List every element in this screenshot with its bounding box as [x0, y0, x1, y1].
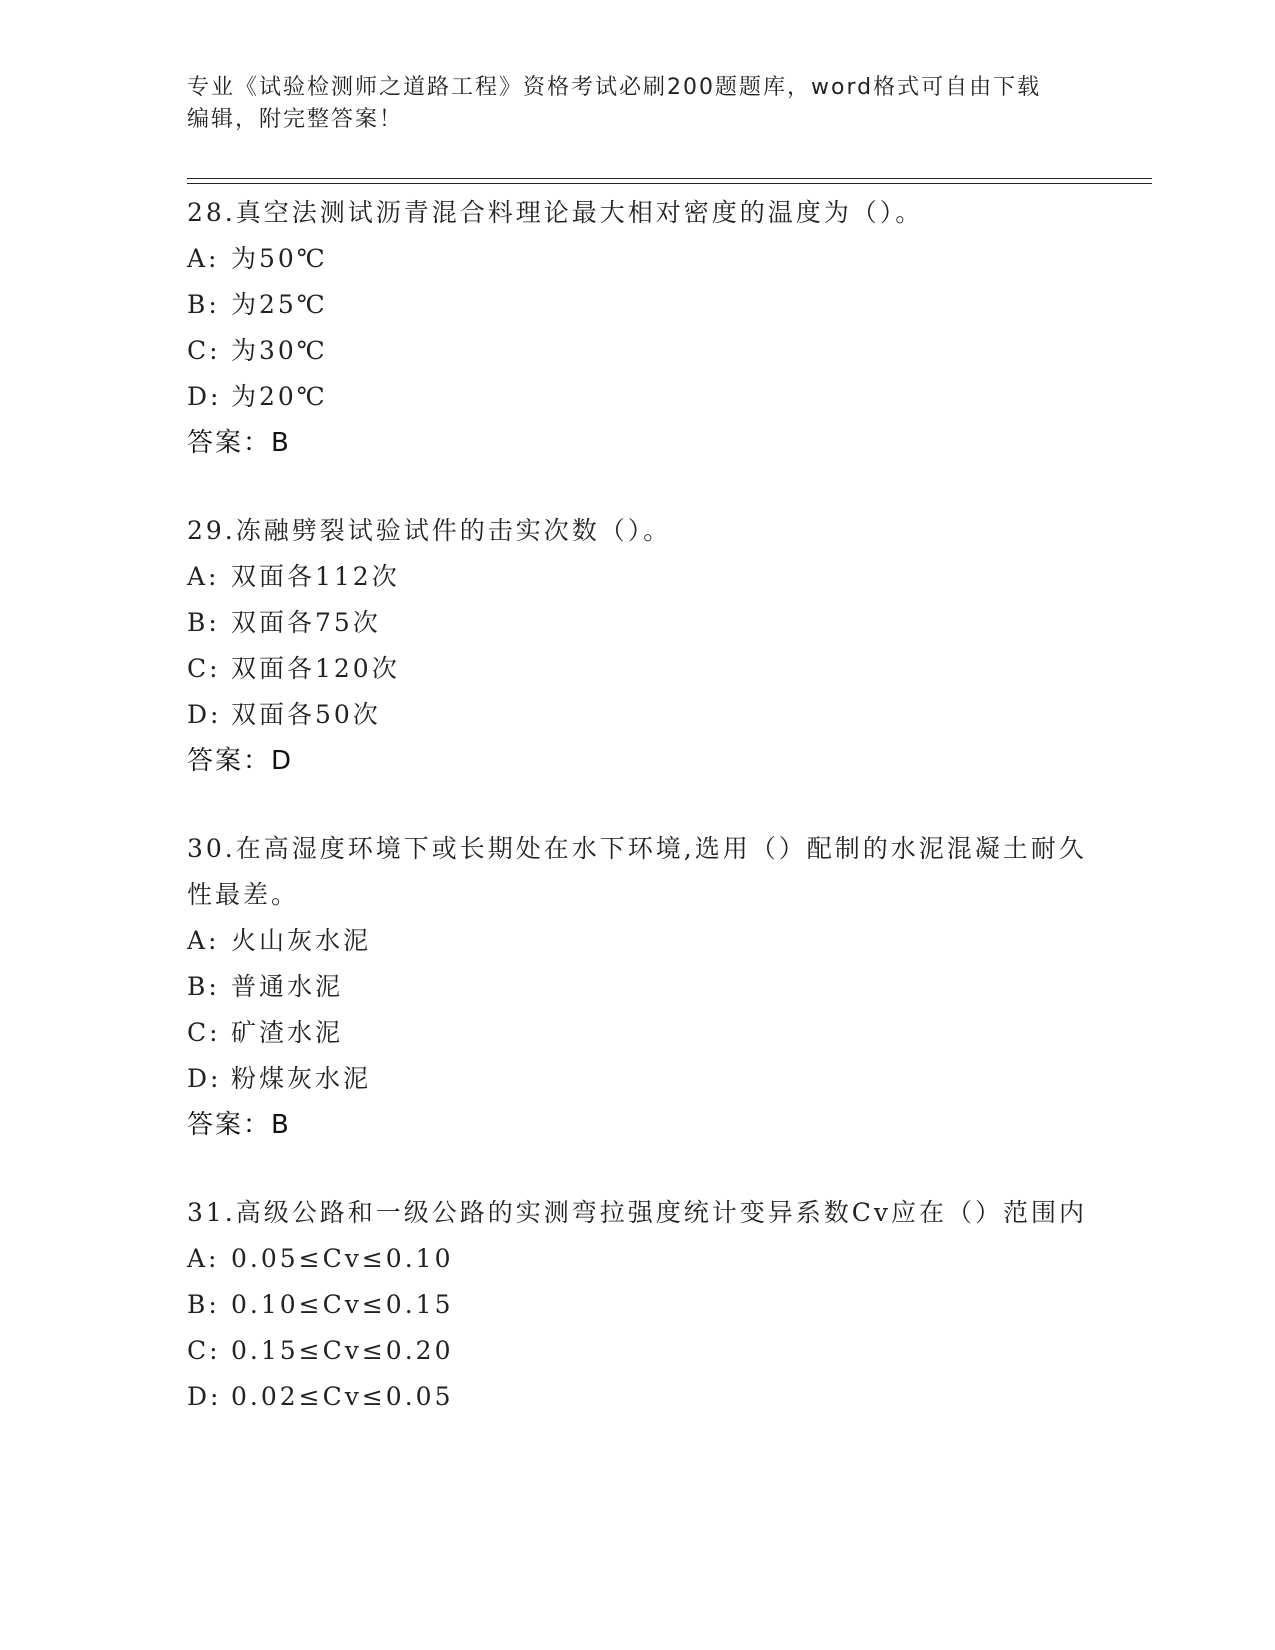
option-a: [187, 1236, 1087, 1282]
option-text: 粉煤灰水泥: [231, 1064, 372, 1093]
option-text: 双面各112次: [231, 562, 400, 591]
question-30: [187, 826, 1087, 1148]
option-text: 双面各75次: [231, 608, 381, 637]
question-list: [187, 190, 1087, 1462]
option-key: D:: [187, 382, 222, 411]
option-text: 0.10≤Cv≤0.15: [231, 1290, 454, 1319]
option-key: B:: [187, 972, 220, 1001]
question-31: [187, 1190, 1087, 1420]
option-text: 为50℃: [231, 244, 328, 273]
question-stem: 29.冻融劈裂试验试件的击实次数（）。: [187, 516, 672, 545]
header-divider-bottom: [187, 183, 1152, 184]
question-28: [187, 190, 1087, 466]
option-b: [187, 600, 1087, 646]
document-header: [187, 72, 1067, 136]
option-text: 0.15≤Cv≤0.20: [231, 1336, 454, 1365]
option-text: 火山灰水泥: [231, 926, 372, 955]
header-line-1: 专业《试验检测师之道路工程》资格考试必刷200题题库，word格式可自由下载: [187, 75, 1042, 100]
option-key: B:: [187, 290, 220, 319]
option-c: [187, 646, 1087, 692]
option-b: [187, 964, 1087, 1010]
option-text: 为25℃: [231, 290, 328, 319]
question-stem: 30.在高湿度环境下或长期处在水下环境,选用（）配制的水泥混凝土耐久性最差。: [187, 834, 1087, 909]
option-c: [187, 1010, 1087, 1056]
question-stem: 28.真空法测试沥青混合料理论最大相对密度的温度为（）。: [187, 198, 924, 227]
option-d: [187, 1374, 1087, 1420]
option-key: B:: [187, 608, 220, 637]
option-c: [187, 328, 1087, 374]
option-a: [187, 554, 1087, 600]
option-text: 0.02≤Cv≤0.05: [231, 1382, 454, 1411]
option-text: 0.05≤Cv≤0.10: [231, 1244, 454, 1273]
option-text: 为30℃: [231, 336, 328, 365]
option-key: C:: [187, 654, 221, 683]
option-key: A:: [187, 562, 220, 591]
option-text: 普通水泥: [231, 972, 344, 1001]
header-divider-top: [187, 178, 1152, 179]
option-key: C:: [187, 1336, 221, 1365]
question-29: [187, 508, 1087, 784]
option-key: A:: [187, 926, 220, 955]
option-b: [187, 1282, 1087, 1328]
question-stem: 31.高级公路和一级公路的实测弯拉强度统计变异系数Cv应在（）范围内: [187, 1198, 1088, 1227]
option-key: D:: [187, 1382, 222, 1411]
option-text: 双面各50次: [231, 700, 381, 729]
answer-label: 答案：D: [187, 746, 294, 776]
option-text: 为20℃: [231, 382, 328, 411]
option-a: [187, 236, 1087, 282]
option-d: [187, 1056, 1087, 1102]
option-b: [187, 282, 1087, 328]
answer-label: 答案：B: [187, 428, 291, 458]
option-key: A:: [187, 244, 220, 273]
option-key: D:: [187, 700, 222, 729]
option-c: [187, 1328, 1087, 1374]
header-line-2: 编辑，附完整答案！: [187, 107, 404, 132]
option-text: 双面各120次: [231, 654, 400, 683]
option-key: C:: [187, 1018, 221, 1047]
answer-label: 答案：B: [187, 1110, 291, 1140]
option-key: A:: [187, 1244, 220, 1273]
option-text: 矿渣水泥: [231, 1018, 344, 1047]
option-d: [187, 374, 1087, 420]
option-d: [187, 692, 1087, 738]
option-a: [187, 918, 1087, 964]
option-key: C:: [187, 336, 221, 365]
option-key: B:: [187, 1290, 220, 1319]
option-key: D:: [187, 1064, 222, 1093]
